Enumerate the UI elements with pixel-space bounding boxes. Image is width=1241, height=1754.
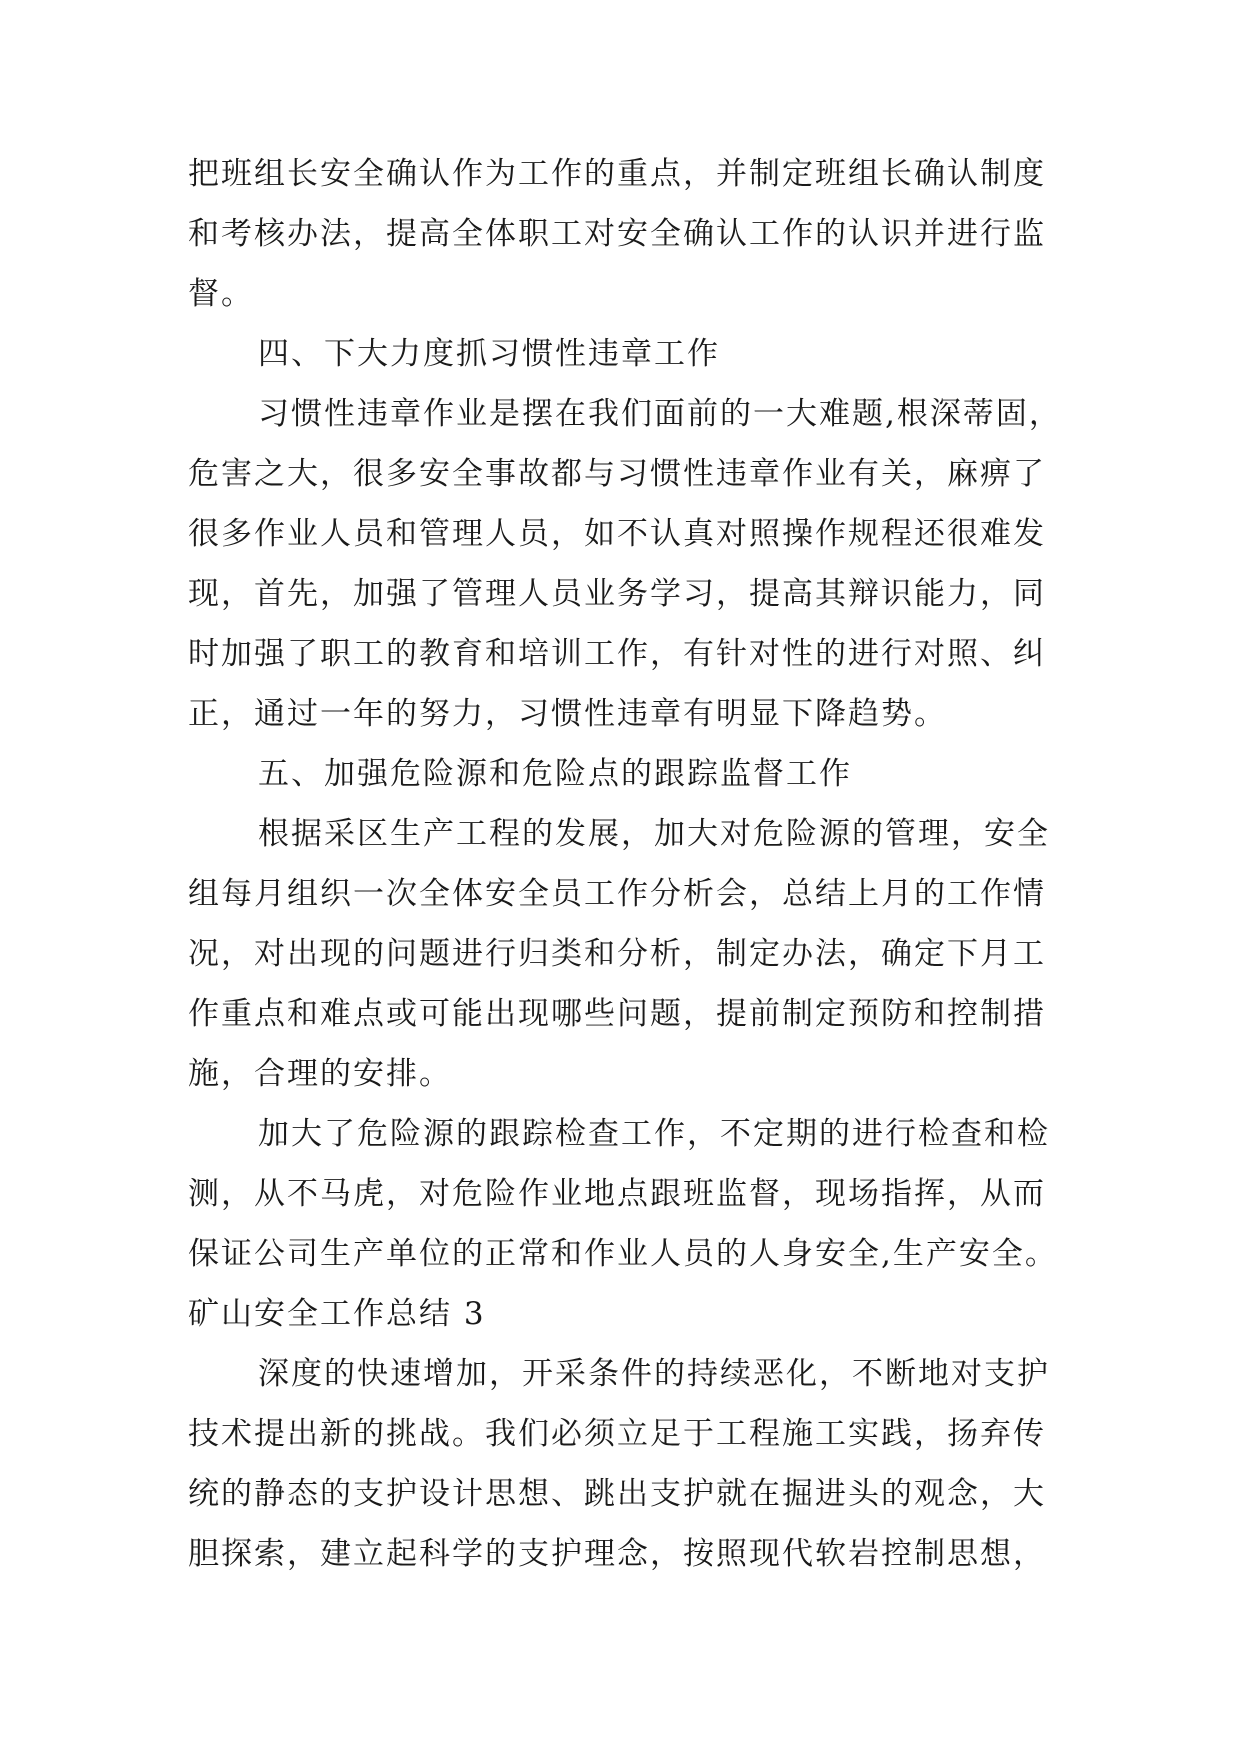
text-line: 技术提出新的挑战。我们必须立足于工程施工实践，扬弃传 xyxy=(188,1416,1046,1452)
text-line: 危害之大，很多安全事故都与习惯性违章作业有关，麻痹了 xyxy=(188,456,1046,492)
text-line: 施，合理的安排。 xyxy=(188,1056,452,1092)
text-line: 况，对出现的问题进行归类和分析，制定办法，确定下月工 xyxy=(188,936,1046,972)
text-line: 统的静态的支护设计思想、跳出支护就在掘进头的观念，大 xyxy=(188,1476,1046,1512)
text-line: 胆探索，建立起科学的支护理念，按照现代软岩控制思想， xyxy=(188,1536,1046,1572)
text-line: 保证公司生产单位的正常和作业人员的人身安全,生产安全。 xyxy=(188,1236,1058,1272)
text-line: 根据采区生产工程的发展，加大对危险源的管理，安全 xyxy=(258,816,1050,852)
text-line: 时加强了职工的教育和培训工作，有针对性的进行对照、纠 xyxy=(188,636,1046,672)
text-line: 组每月组织一次全体安全员工作分析会，总结上月的工作情 xyxy=(188,876,1046,912)
text-line: 习惯性违章作业是摆在我们面前的一大难题,根深蒂固， xyxy=(258,396,1062,432)
text-line: 加大了危险源的跟踪检查工作，不定期的进行检查和检 xyxy=(258,1116,1050,1152)
text-line: 督。 xyxy=(188,276,254,312)
section-heading: 五、加强危险源和危险点的跟踪监督工作 xyxy=(258,756,852,792)
text-line: 深度的快速增加，开采条件的持续恶化，不断地对支护 xyxy=(258,1356,1050,1392)
section-heading: 四、下大力度抓习惯性违章工作 xyxy=(258,336,720,372)
text-line: 现，首先，加强了管理人员业务学习，提高其辩识能力，同 xyxy=(188,576,1046,612)
text-line: 把班组长安全确认作为工作的重点，并制定班组长确认制度 xyxy=(188,156,1046,192)
text-line: 和考核办法，提高全体职工对安全确认工作的认识并进行监 xyxy=(188,216,1046,252)
text-line: 作重点和难点或可能出现哪些问题，提前制定预防和控制措 xyxy=(188,996,1046,1032)
text-line: 测，从不马虎，对危险作业地点跟班监督，现场指挥，从而 xyxy=(188,1176,1046,1212)
text-line: 正，通过一年的努力，习惯性违章有明显下降趋势。 xyxy=(188,696,947,732)
document-title: 矿山安全工作总结 3 xyxy=(188,1296,486,1332)
text-line: 很多作业人员和管理人员，如不认真对照操作规程还很难发 xyxy=(188,516,1046,552)
